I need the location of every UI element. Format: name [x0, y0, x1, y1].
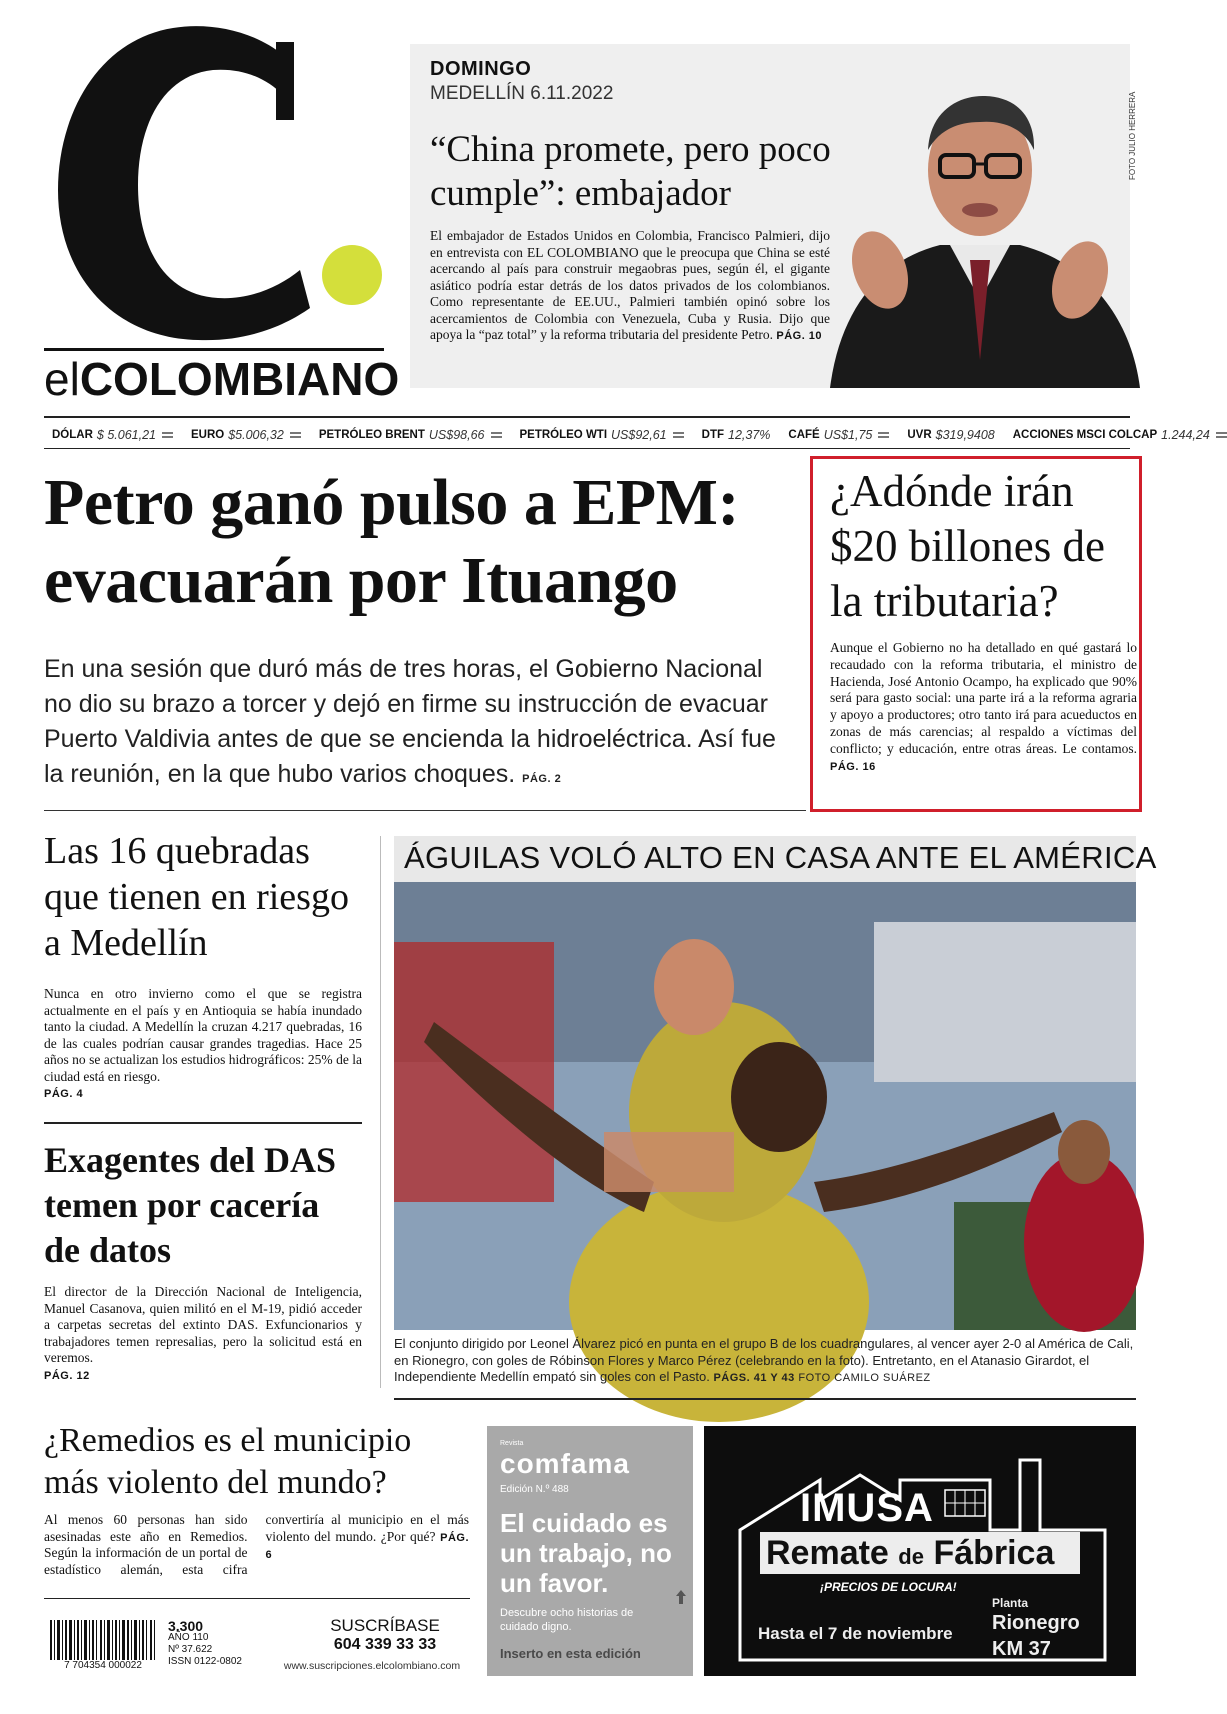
ticker-value: US$92,61 [611, 428, 667, 442]
ticker-label: DTF [701, 429, 724, 441]
sports-bottom-rule [394, 1398, 1136, 1400]
imusa-fabrica-word: Fábrica [933, 1534, 1055, 1572]
main-story-page: PÁG. 2 [522, 773, 562, 785]
comfama-revista-label: Revista [500, 1440, 524, 1447]
ticker-item-brent [319, 424, 502, 446]
ticker-item-cafe [788, 424, 889, 446]
ticker-label: EURO [190, 429, 225, 441]
sports-caption [394, 1336, 1136, 1387]
sports-photo-credit: FOTO CAMILO SUÁREZ [798, 1372, 931, 1384]
imusa-logo: IMUSA [800, 1486, 934, 1530]
remedios-bottom-rule [44, 1598, 470, 1599]
top-story-page: PÁG. 10 [776, 330, 823, 342]
ticker-item-dtf [702, 424, 771, 446]
imusa-remate-word: Remate [766, 1534, 889, 1572]
logo-rule [44, 348, 384, 351]
tax-story-body-text: Aunque el Gobierno no ha detallado en qué gastará lo recaudado con la reforma tributaria, el ministro de Hacienda, José Antonio Ocampo, ha explicado que 90% será para gasto social: una parte irá a la reforma agraria y apoyo a productores; otro tanto irá para acueductos en zonas de más carencias; al respaldo a víctimas del conflicto; y educación, entre otras áreas. Le contamos. [830, 640, 1137, 756]
sports-photo[interactable] [394, 882, 1136, 1330]
imusa-planta-label: Planta [992, 1596, 1029, 1610]
remedios-headline[interactable]: ¿Remedios es el municipio más violento del mundo? [44, 1422, 412, 1501]
quebradas-body [44, 986, 362, 1103]
ticker-item-dolar [52, 424, 173, 446]
das-headline[interactable]: Exagentes del DAS temen por cacería de datos [44, 1140, 337, 1270]
ticker-label: ACCIONES MSCI COLCAP [1012, 429, 1158, 441]
ticker-value: $ 5.061,21 [96, 428, 156, 442]
ticker-label: DÓLAR [52, 429, 93, 441]
sports-headline[interactable]: ÁGUILAS VOLÓ ALTO EN CASA ANTE EL AMÉRICA [404, 840, 1157, 875]
equal-trend-icon [491, 432, 502, 438]
ticker-item-colcap [1013, 424, 1227, 446]
equal-trend-icon [162, 432, 173, 438]
ticker-value: $319,9408 [935, 428, 995, 442]
main-story-body-text: En una sesión que duró más de tres horas, el Gobierno Nacional no dio su brazo a torcer y dejó en firme su instrucción de evacuar Puerto Valdivia antes de que se encienda la hidroeléctrica. Así fue la reunión, en la que hubo varios choques. [44, 655, 776, 788]
das-page: PÁG. 12 [44, 1369, 90, 1382]
ticker-label: PETRÓLEO WTI [519, 429, 608, 441]
equal-trend-icon [673, 432, 684, 438]
comfama-edition: Edición N.º 488 [500, 1484, 569, 1495]
dateline-day: DOMINGO [430, 58, 532, 80]
ambassador-photo[interactable] [790, 60, 1150, 388]
top-story-body [430, 228, 830, 345]
issn: ISSN 0122-0802 [168, 1656, 242, 1667]
arrow-up-icon [676, 1590, 686, 1604]
ticker-value: US$98,66 [428, 428, 485, 442]
column-divider-vertical [380, 836, 381, 1388]
logo-c-mark [38, 20, 398, 350]
barcode-number: 7 704354 000022 [44, 1660, 162, 1671]
imusa-tagline: ¡PRECIOS DE LOCURA! [820, 1580, 957, 1594]
das-body [44, 1284, 362, 1384]
ticker-value: 12,37% [728, 428, 771, 442]
sports-caption-text: El conjunto dirigido por Leonel Álvarez picó en punta en el grupo B de los cuadrangulares, al vencer ayer 2-0 al América de Cali, en Rionegro, con goles de Róbinson Flores y Marco Pérez (celebrando en la foto). Entretanto, en el Atanasio Girardot, el Independiente Medellín empató sin goles con el Pasto. [394, 1336, 1134, 1384]
remedios-body-text: Al menos 60 personas han sido asesinadas este año en Remedios. Según la información de un portal de estadístico alemán, esta cifra convertiría al municipio en el más violento del mundo. ¿Por qué? [44, 1512, 469, 1577]
section-divider [44, 810, 806, 811]
ticker-label: UVR [907, 429, 932, 441]
issue-year: AÑO 110 [168, 1632, 209, 1643]
imusa-de-word: de [898, 1544, 924, 1569]
ticker-label: PETRÓLEO BRENT [318, 429, 425, 441]
left-column-divider [44, 1122, 362, 1124]
top-story-body-text: El embajador de Estados Unidos en Colombia, Francisco Palmieri, dijo en entrevista con EL COLOMBIANO que le preocupa que China se esté acercando al país para construir megaobras pues, según él, el gigante asiático podría estar detrás de los datos privados de los colombianos. Como representante de EE.UU., Palmieri también opinó sobre los acercamientos de Colombia con Venezuela, Cuba y Rusia. Dijo que apoya la “paz total” y la reforma tributaria del presidente Petro. [430, 228, 830, 342]
dateline-city-date: MEDELLÍN 6.11.2022 [430, 83, 614, 104]
barcode-image [44, 1620, 162, 1680]
comfama-insert-note: Inserto en esta edición [500, 1646, 641, 1661]
equal-trend-icon [878, 432, 889, 438]
main-story-headline[interactable]: Petro ganó pulso a EPM: evacuarán por Ituango [44, 466, 739, 617]
quebradas-headline[interactable]: Las 16 quebradas que tienen en riesgo a Medellín [44, 830, 349, 964]
ticker-top-rule [44, 416, 1130, 418]
imusa-remate-text [766, 1534, 1054, 1573]
price-block [168, 1620, 242, 1668]
tax-story-page: PÁG. 16 [830, 760, 876, 773]
top-story-headline[interactable]: “China promete, pero poco cumple”: embajador [430, 129, 831, 214]
das-body-text: El director de la Dirección Nacional de Inteligencia, Manuel Casanova, quien militó en el M-19, pidió acceder a carpetas secretas del extinto DAS. Exfuncionarios y trabajadores temen represalias, pero la solicitud está en veremos. [44, 1284, 362, 1365]
subscribe-phone[interactable]: 604 339 33 33 [333, 1636, 437, 1653]
equal-trend-icon [1216, 432, 1227, 438]
masthead-name-prefix: el [44, 353, 80, 405]
imusa-until-date: Hasta el 7 de noviembre [758, 1624, 953, 1643]
tax-story-body [830, 640, 1137, 775]
comfama-headline: El cuidado es un trabajo, no un favor. [500, 1508, 672, 1598]
imusa-km: KM 37 [992, 1638, 1051, 1660]
comfama-subtext: Descubre ocho historias de cuidado digno. [500, 1607, 634, 1633]
tax-story-headline[interactable]: ¿Adónde irán $20 billones de la tributaria? [830, 466, 1105, 626]
masthead-name-main: COLOMBIANO [79, 353, 400, 405]
ticker-item-euro [191, 424, 301, 446]
issue-price: 3.300 [168, 1618, 204, 1634]
imusa-place: Rionegro [992, 1612, 1080, 1634]
quebradas-page: PÁG. 4 [44, 1088, 84, 1100]
quebradas-body-text: Nunca en otro invierno como el que se registra actualmente en el país y en Antioquia se había inundado tanto la ciudad. A Medellín la cruzan 4.217 quebradas, 16 de las cuales podrían causar grandes tragedias. Hace 25 años no se actualizan los estudios hidrográficos: 25% de la ciudad está en riesgo. [44, 986, 362, 1084]
top-photo-credit: FOTO JULIO HERRERA [1128, 91, 1137, 180]
subscribe-url-link[interactable]: www.suscripciones.elcolombiano.com [283, 1660, 461, 1672]
subscribe-label: SUSCRÍBASE [330, 1616, 440, 1635]
ticker-value: 1.244,24 [1161, 428, 1210, 442]
remedios-page: PÁG. 6 [265, 1531, 470, 1561]
sports-page: PÁGS. 41 Y 43 [713, 1372, 795, 1384]
main-story-body [44, 652, 794, 797]
equal-trend-icon [290, 432, 301, 438]
ticker-label: CAFÉ [788, 429, 820, 441]
ticker-item-uvr [907, 424, 994, 446]
comfama-logo: comfama [500, 1448, 630, 1479]
ticker-item-wti [520, 424, 684, 446]
issue-number: Nº 37.622 [168, 1644, 213, 1655]
ticker-value: US$1,75 [823, 428, 873, 442]
masthead-name[interactable] [44, 352, 399, 406]
market-ticker [52, 424, 1210, 446]
ticker-value: $5.006,32 [228, 428, 284, 442]
remedios-body [44, 1512, 469, 1578]
ticker-bottom-rule [44, 448, 1130, 449]
